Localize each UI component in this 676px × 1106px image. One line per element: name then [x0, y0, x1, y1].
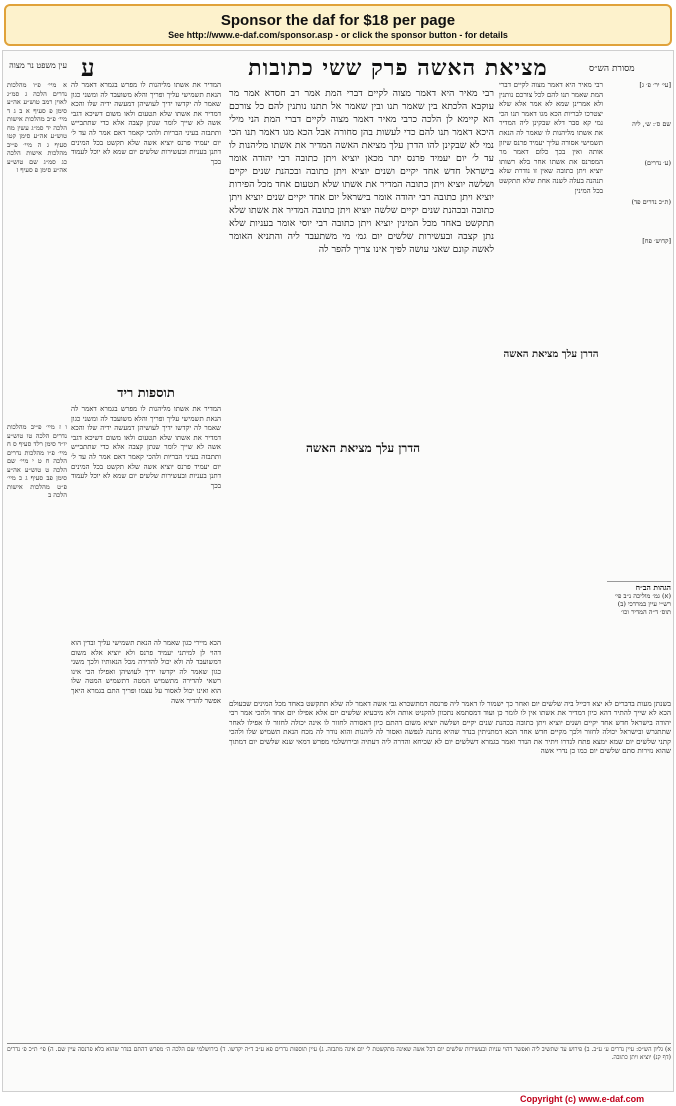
talmud-page [2, 50, 674, 1092]
reference-item: (ת״כ נדרים פד) [631, 198, 671, 206]
marginal-notes-lower: ו ז מיי׳ פ״יב מהלכות נדרים הלכה טו טוש״ע יו״ד סימן רלד סעיף ס ח מיי׳ פ״ו מהלכות נדרים הלכה ח ט י מיי׳ שם הלכה ט טוש״ע אה״ע סימן פב סעיף ג כ מיי׳ פ״ט מהלכות אישות הלכה ב [7, 423, 67, 499]
page-header [3, 53, 675, 81]
footnotes: א) גליון הש״ס: עיין נדרים ע׳ ע״ב. ב) פירוש עד שתשיב ליה ואפשר דהוי עניות ובעשירות שלשים יום דכל אשה שאינה מתקשטת ל׳ יום אינה מתבזה. ג) עיין תוספות נדרים פא ע״ב ד״ה יקדשו. ד) בירושלמי שם הלכה ה׳ מפרש דהתם בנדר שהוא בלא פרנסה עיין שם. ה) פי׳ ת״כ פ׳ נדרים (דף קנ) יוציא ויתן כתובה. [7, 1043, 671, 1089]
sponsor-banner[interactable] [4, 4, 672, 46]
gemara-column: רבי מאיר היא דאמר מצוה לקיים דברי המת אמר רב חסדא אמר מר עוקבא הלכתא בין שאמר תנו ובין שאמר אל תתנו נותנין להם כל צורכם הא קיימא לן הלכה כרבי מאיר דאמר מצוה לקיים דברי המת הני מילי היכא דאמר תנו להם כדי לעשות בהן סחורה אבל הכא מגו דאמר תנו הכי נמי לא שבקינן להו הדרן עלך מציאת האשה המדיר את אשתו מליהנות לו עד ל׳ יום יעמיד פרנס יתר מכאן יוציא ויתן כתובה רבי יהודה אומר בישראל חדש אחד יקיים ושנים יוציא ויתן כתובה ובכהנת שנים יקיים ושלשה יוציא ויתן כתובה המדיר את אשתו שלא תטעום אחד מכל הפירות יוציא ויתן כתובה רבי יהודה אומר בישראל יום אחד יקיים שנים יוציא ויתן כתובה ובכהנת שנים יקיים שלשה יוציא ויתן כתובה המדיר את אשתו שלא תתקשט באחד מכל המינין יוציא ויתן כתובה רבי יוסי אומר בעניות שלא נתן קצבה ובעשירות שלשים יום גמ׳ מי משתעבד ליה והתניא האומר לאשה קונם שאני עושה לפיך אינו צריך להפר לה [229, 88, 494, 255]
hagahot-text: (א) גמ׳ מוליכה נ״ב פי׳ רש״י עיין במרדכי (ב) תוס׳ ד״ה המדיר וכו׳ [614, 592, 671, 616]
gemara-hadran-title: הדרן עלך מציאת האשה [235, 441, 491, 456]
hagahot-habach [607, 581, 671, 616]
masoret-header: מסורת הש״ס [589, 64, 635, 74]
reference-item: [קדוש׳ פח] [642, 237, 671, 245]
copyright-link[interactable]: Copyright (c) www.e-daf.com [520, 1094, 645, 1104]
rashi-column: רבי מאיר היא דאמר מצוה לקיים דברי המת שאמר תנו להם לכל צורכם נותנין ולא אמרינן שמא לא אמר אלא שלא יצטרכו לבריות הכא מגו דאמר תנו הכי נמי קא סבר דלא שבקינן ליה המדיר את אשתו מליהנות לו שאמר לה הנאת תשמישי אסורה עליך יעמיד פרנס שיזון אותה ואין בכך כלום דאמר מר המפרנס את אשתו אחר בלא רשותו יוציא ויתן כתובה שאין זו נודרת שלא תנהנה בעלה לשנה אחת שלא תתקשט בכל המינין [499, 81, 603, 195]
sponsor-title[interactable]: Sponsor the daf for $18 per page [220, 12, 456, 29]
tosafot-column-lower: המדיר את אשתו מליהנות לו מפרש בגמרא דאמר לה הנאת תשמישי עליך ופריך והלא משועבד לה ומשני כגון שאמר לה יקדשו ידיך לעושיהן דמעשה ידיה שלו והכא דמדיר את אשתו שלא תטעום ולאו משום דשיכא דגבי אשה לא שייך לומר שנתן קצבה אלא כדי שתתבייש ותתבזה בעיני הבריות ולהכי קאמר דאם אמר לה עד ל׳ יום יעמיד פרנס יוציא אשה שלא תקשט בכל המינים דתנן בעניות ובעשירות שלשים יום שמא לא יוכל לעמוד בכך [71, 405, 221, 490]
chapter-header: מציאת האשה פרק ששי כתובות [248, 55, 548, 81]
tosafot-column-upper: המדיר את אשתו מליהנות לו מפרש בגמרא דאמר לה הנאת תשמישי עליך ופריך והלא משועבד לה ומשני כגון שאמר לה יקדשו ידיך לעושיהן דמעשה ידיה שלו והכא דמדיר את אשתו שלא תטעום ולאו משום דשיכא דגבי אשה לא שייך לומר שנתן קצבה אלא כדי שתתבייש ותתבזה בעיני הבריות ולהכי קאמר דאם אמר לה עד ל׳ יום יעמיד פרנס יוציא אשה שלא תקשט בכל המינים דתנן בעניות ובעשירות שלשים יום שמא לא יוכל לעמוד בכך [71, 81, 221, 166]
ein-mishpat-header: עין משפט נר מצוה [9, 61, 67, 70]
lower-commentary-block: בשנתן מעות בדברים לא יצא דכייל ביה שלשים יום ואחר כך ישמור לו דאמר ליה פרנסה דמתשכרא גבי אשה דאמר לה שלא תתקשט באחד מכל המינים שבעולם הכא לא שייך להתיר דהא כיון דמדיר את אשתו אין לו לומר כן ועוד דמסתמא נתכוון להקניט אותה ולא מיבעיא שלשים יום אלא אפילו יום אחד ולהכי אמר רבי יהודה בישראל חדש אחד יקיים ושנים יוציא ויתן כתובה בכהנת שנים יקיים ושלשה יוציא משום דהתם כיון דאסורה לחזור לו אינה יכולה לחזור לו אפילו לאחר שתתגרש ובישראל יכולה לחזור ולכך מקיים חדש אחד הכא דמתניתין בנדר שהיא מתנה לנפשה ואסור לה ליהנות והוא נודר לה מכח הנאת תשמיש שלו ולהכי קתני שלשים יום שמא ימצא פתח לנדרו ויתיר את הנדר ואמר בגמרא דשלשים יום לא שכיחא והדרה ליה דעתיה ובירושלמי מפרש דמאי שנא שלשים יום דמתוך שהוא נזירות סתם שלשים יום כמו כן נדרי אשה [229, 699, 671, 756]
reference-item: [עי׳ יר׳ פ׳ ג] [639, 81, 671, 89]
tosafot-title: תוספות ריד [117, 386, 175, 401]
sponsor-subtitle[interactable]: See http://www.e-daf.com/sponsor.asp - or click the sponsor button - for details [168, 30, 508, 40]
hagahot-title: הגהות הב״ח [635, 583, 671, 592]
marginal-notes-upper: א מיי׳ פ״ו מהלכות נדרים הלכה ג סמ״ג לאוין רמב טוש״ע אה״ע סימן פ סעיף א ב ג ד מיי׳ פ״ב מהלכות אישות הלכה יד סמ״ג עשין מח טוש״ע אה״ע סימן קטו סעיף ג ה מיי׳ פ״יב מהלכות אישות הלכה כג סמ״ג שם טוש״ע אה״ע סימן פ סעיף ז [7, 81, 67, 174]
reference-item: שם ס׳: ש׳, ליה [632, 120, 671, 128]
page-number: ע [81, 53, 95, 82]
lower-left-commentary: הכא מיירי כגון שאמר לה הנאת תשמישי עליך ובדין הוא דהוי לן למיתני יעמיד פרנס ולא יוציא אלא משום דמשועבד לה ולא יכול להדירה מכל הנאותיו ולכך משני כגון שאמר לה יקדשו ידיך לעושיהן ואפילו הכי אינו רשאי להדירה מתשמיש המטה דתשמיש המטה שלו הוא ואינו יכול לאסור על עצמו ופריך התם בגמרא היאך אפשר להדיר אשה [71, 639, 221, 705]
rashi-hadran-title: הדרן עלך מציאת האשה [499, 349, 603, 360]
reference-item: (ע׳ נדרים) [644, 159, 671, 167]
